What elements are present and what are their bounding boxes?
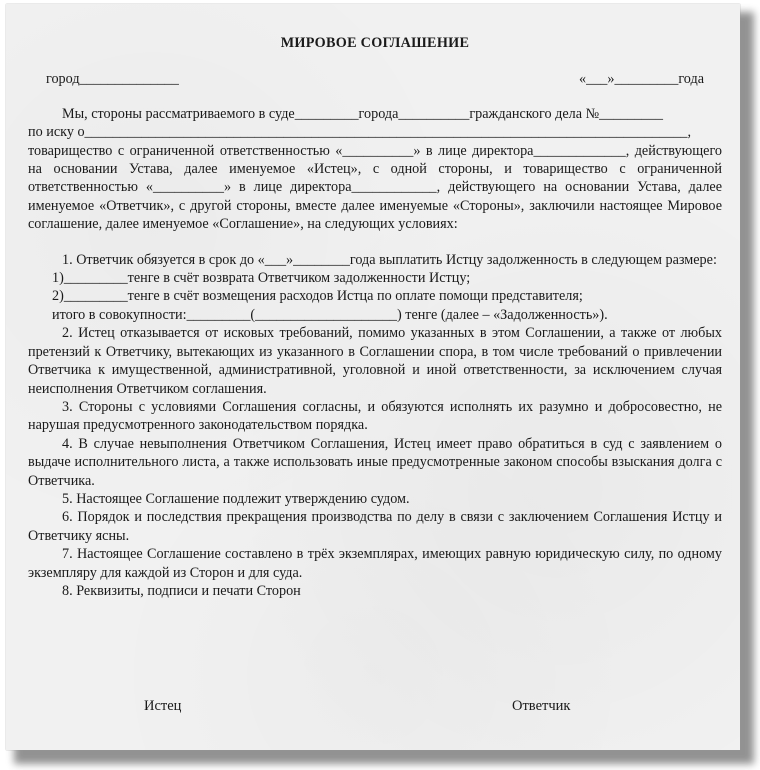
clause-3: 3. Стороны с условиями Соглашения согласны, и обязуются исполнять их разумно и добросовестно, не нарушая предусмотренного законодательством порядка. bbox=[28, 398, 722, 434]
intro-paragraph: товарищество с ограниченной ответственностью «__________» в лице директора_____________, действующего на основании Устава, далее именуемое «Истец», с одной стороны, и товарищество с ограниченной ответственностью «__________» в лице директора____________, действующего на основании Устава, далее именуемое «Ответчик», с другой стороны, вместе далее именуемые «Стороны», заключили настоящее Мировое соглашение, далее именуемое «Соглашение», на следующих условиях: bbox=[28, 142, 722, 233]
date-field: «___»_________года bbox=[579, 71, 704, 88]
clause-1-item-1: 1)_________тенге в счёт возврата Ответчиком задолженности Истцу; bbox=[52, 270, 471, 287]
document-title: МИРОВОЕ СОГЛАШЕНИЕ bbox=[280, 35, 470, 51]
document-page bbox=[6, 4, 740, 750]
clause-7: 7. Настоящее Соглашение составлено в трёх экземплярах, имеющих равную юридическую силу, по одному экземпляру для каждой из Сторон и для суда. bbox=[28, 546, 722, 581]
signature-plaintiff: Истец bbox=[144, 698, 182, 714]
clause-8: 8. Реквизиты, подписи и печати Сторон bbox=[62, 582, 301, 599]
intro-line-1: Мы, стороны рассматриваемого в суде_________города__________гражданского дела №_________ bbox=[62, 105, 663, 122]
clause-4: 4. В случае невыполнения Ответчиком Соглашения, Истец имеет право обратиться в суд с заявлением о выдаче исполнительного листа, а также использовать иные предусмотренные законом способы взыскания долга с Ответчика. bbox=[28, 435, 722, 489]
header-row bbox=[28, 70, 722, 88]
signature-defendant: Ответчик bbox=[512, 698, 571, 714]
clause-1: 1. Ответчик обязуется в срок до «___»________года выплатить Истцу задолженность в следующем размере: bbox=[62, 251, 717, 268]
clause-1-total: итого в совокупности:_________(____________________) тенге (далее – «Задолженность»). bbox=[52, 306, 608, 323]
clause-6: 6. Порядок и последствия прекращения производства по делу в связи с заключением Соглашения Истцу и Ответчику ясны. bbox=[28, 509, 722, 544]
clause-2: 2. Истец отказывается от исковых требований, помимо указанных в этом Соглашении, а также от любых претензий к Ответчику, вытекающих из указанного в Соглашении спора, в том числе требований о привлечении Ответчика к имущественной, административной, уголовной и иной ответственности, за исключением случая неисполнения Ответчиком соглашения. bbox=[28, 325, 722, 397]
clause-1-item-2: 2)_________тенге в счёт возмещения расходов Истца по оплате помощи представителя; bbox=[52, 288, 583, 305]
city-field: город______________ bbox=[46, 71, 179, 88]
intro-line-2: по иску о_____________________________________________________________________________________, bbox=[28, 124, 692, 141]
clause-5: 5. Настоящее Соглашение подлежит утверждению судом. bbox=[62, 490, 410, 507]
document-body bbox=[28, 34, 722, 600]
